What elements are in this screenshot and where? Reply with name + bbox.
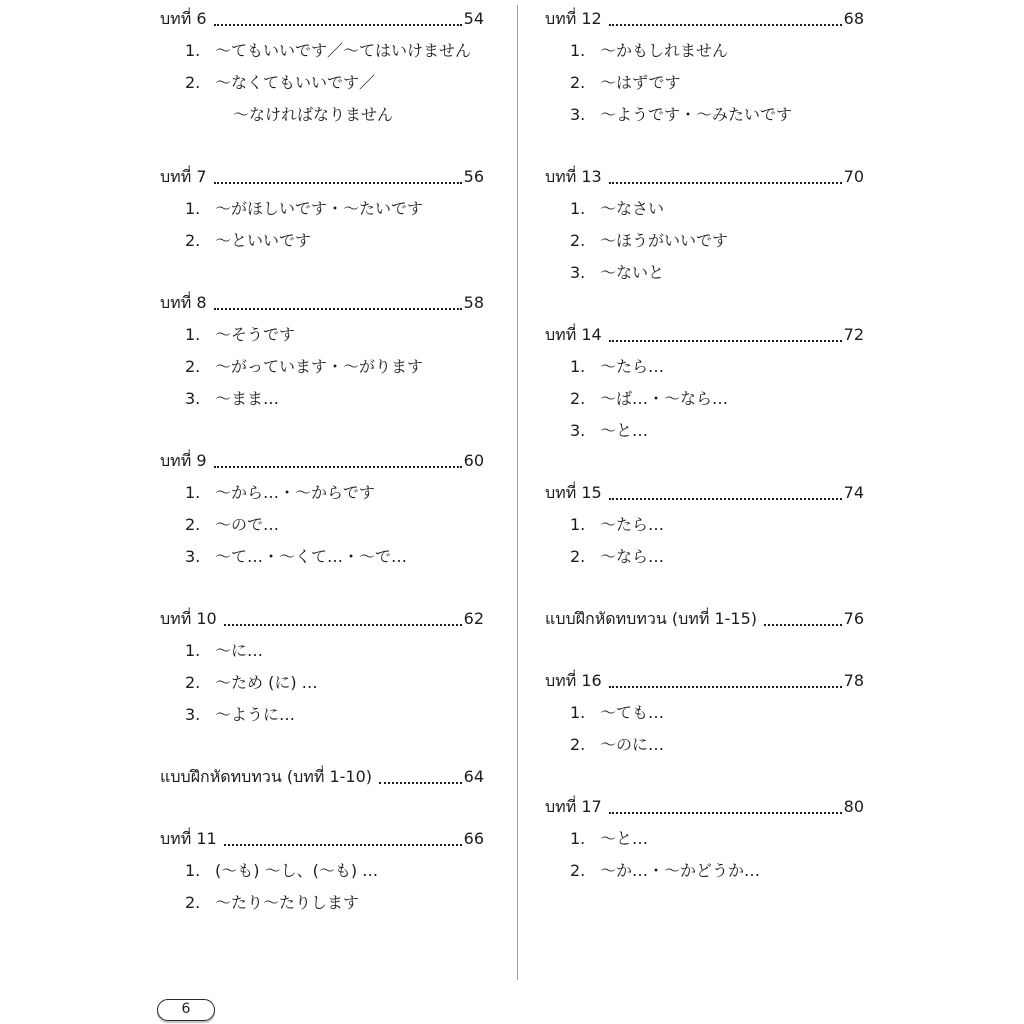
chapter-page-number: 76	[843, 609, 864, 628]
item-number: 3.	[570, 263, 586, 282]
item-text: ～と…	[600, 421, 649, 440]
grammar-item	[545, 351, 864, 383]
toc-section	[545, 3, 864, 131]
toc-section	[545, 477, 864, 573]
grammar-item	[160, 35, 484, 67]
item-text: ～のに…	[600, 735, 665, 754]
chapter-title: บทที่ 6	[160, 9, 207, 28]
chapter-title: บทที่ 12	[545, 9, 602, 28]
toc-section	[545, 791, 864, 887]
item-number: 2.	[570, 547, 586, 566]
grammar-item	[545, 541, 864, 573]
grammar-item	[545, 509, 864, 541]
toc-entry-heading	[160, 445, 484, 477]
chapter-page-number: 72	[843, 325, 864, 344]
toc-section	[160, 761, 484, 793]
item-text: ～と…	[600, 829, 649, 848]
toc-entry-heading	[160, 3, 484, 35]
grammar-item-continuation	[160, 99, 484, 131]
dot-leader	[609, 182, 842, 184]
item-text: ～なさい	[600, 199, 665, 218]
toc-entry-heading	[545, 665, 864, 697]
item-number: 1.	[570, 829, 586, 848]
toc-entry-heading	[160, 761, 484, 793]
dot-leader	[224, 624, 462, 626]
chapter-title: บทที่ 10	[160, 609, 217, 628]
toc-entry-heading	[545, 477, 864, 509]
chapter-page-number: 66	[463, 829, 484, 848]
grammar-item	[160, 319, 484, 351]
grammar-item	[545, 67, 864, 99]
toc-entry-heading	[160, 161, 484, 193]
item-number: 3.	[185, 389, 201, 408]
item-text: ～ないと	[600, 263, 665, 282]
item-number: 2.	[570, 389, 586, 408]
toc-entry-heading	[545, 319, 864, 351]
toc-entry-heading	[545, 791, 864, 823]
grammar-item	[545, 257, 864, 289]
grammar-item	[160, 477, 484, 509]
page-number: 6	[181, 1001, 191, 1017]
item-text: (～も) ～し、(～も) …	[215, 861, 379, 880]
grammar-item	[545, 383, 864, 415]
item-text: ～なら…	[600, 547, 665, 566]
toc-entry-heading	[545, 603, 864, 635]
toc-entry-heading	[160, 287, 484, 319]
grammar-item	[545, 225, 864, 257]
toc-section	[545, 161, 864, 289]
grammar-item	[160, 667, 484, 699]
dot-leader	[609, 498, 842, 500]
item-number: 1.	[570, 515, 586, 534]
item-number: 3.	[570, 105, 586, 124]
grammar-item	[160, 635, 484, 667]
item-number: 1.	[570, 41, 586, 60]
dot-leader	[379, 782, 462, 784]
item-text: ～そうです	[215, 325, 296, 344]
item-number: 3.	[185, 705, 201, 724]
dot-leader	[609, 24, 842, 26]
toc-entry-heading	[160, 603, 484, 635]
item-number: 1.	[185, 641, 201, 660]
item-text: ～ても…	[600, 703, 665, 722]
item-number: 1.	[570, 199, 586, 218]
dot-leader	[214, 466, 462, 468]
grammar-item	[545, 415, 864, 447]
chapter-page-number: 58	[463, 293, 484, 312]
item-number: 2.	[185, 673, 201, 692]
item-text: ～たら…	[600, 515, 665, 534]
chapter-title: บทที่ 13	[545, 167, 602, 186]
page-number-badge	[157, 999, 215, 1021]
dot-leader	[609, 686, 842, 688]
item-text: ～て…・～くて…・～で…	[215, 547, 408, 566]
chapter-title: บทที่ 15	[545, 483, 602, 502]
item-number: 2.	[570, 231, 586, 250]
item-text: ～がっています・～がります	[215, 357, 424, 376]
item-number: 1.	[185, 325, 201, 344]
grammar-item	[160, 193, 484, 225]
toc-section	[160, 161, 484, 257]
item-text: ～なければなりません	[233, 105, 394, 124]
item-text: ～から…・～からです	[215, 483, 375, 502]
chapter-page-number: 56	[463, 167, 484, 186]
item-text: ～はずです	[600, 73, 681, 92]
chapter-title: บทที่ 9	[160, 451, 207, 470]
chapter-page-number: 62	[463, 609, 484, 628]
item-text: ～ので…	[215, 515, 280, 534]
grammar-item	[545, 823, 864, 855]
item-text: ～ほうがいいです	[600, 231, 729, 250]
dot-leader	[214, 308, 462, 310]
chapter-page-number: 64	[463, 767, 484, 786]
item-number: 1.	[185, 483, 201, 502]
grammar-item	[545, 855, 864, 887]
chapter-title: บทที่ 16	[545, 671, 602, 690]
toc-section	[160, 287, 484, 415]
chapter-title: บทที่ 14	[545, 325, 602, 344]
item-text: ～か…・～かどうか…	[600, 861, 761, 880]
item-text: ～てもいいです／～てはいけません	[215, 41, 472, 60]
item-text: ～まま…	[215, 389, 280, 408]
item-number: 1.	[185, 861, 201, 880]
item-text: ～がほしいです・～たいです	[215, 199, 424, 218]
item-number: 2.	[570, 861, 586, 880]
grammar-item	[545, 729, 864, 761]
item-number: 3.	[570, 421, 586, 440]
item-number: 2.	[570, 735, 586, 754]
grammar-item	[160, 351, 484, 383]
chapter-page-number: 74	[843, 483, 864, 502]
item-number: 2.	[185, 357, 201, 376]
item-number: 2.	[185, 515, 201, 534]
item-number: 2.	[185, 231, 201, 250]
toc-section	[545, 603, 864, 635]
dot-leader	[224, 844, 462, 846]
grammar-item	[160, 67, 484, 99]
toc-section	[160, 603, 484, 731]
item-number: 1.	[570, 357, 586, 376]
grammar-item	[545, 193, 864, 225]
grammar-item	[160, 541, 484, 573]
item-number: 3.	[185, 547, 201, 566]
toc-column-left	[160, 3, 484, 949]
grammar-item	[160, 383, 484, 415]
dot-leader	[214, 24, 462, 26]
item-number: 1.	[570, 703, 586, 722]
toc-entry-heading	[545, 3, 864, 35]
dot-leader	[609, 340, 842, 342]
item-text: ～ば…・～なら…	[600, 389, 729, 408]
item-number: 2.	[185, 73, 201, 92]
chapter-title: บทที่ 8	[160, 293, 207, 312]
grammar-item	[160, 509, 484, 541]
item-text: ～なくてもいいです／	[215, 73, 376, 92]
dot-leader	[609, 812, 842, 814]
chapter-page-number: 60	[463, 451, 484, 470]
toc-section	[160, 823, 484, 919]
grammar-item	[160, 225, 484, 257]
chapter-title: แบบฝึกหัดทบทวน (บทที่ 1-15)	[545, 609, 758, 628]
item-text: ～といいです	[215, 231, 312, 250]
item-number: 1.	[185, 41, 201, 60]
grammar-item	[160, 855, 484, 887]
grammar-item	[545, 99, 864, 131]
chapter-page-number: 54	[463, 9, 484, 28]
grammar-item	[545, 35, 864, 67]
grammar-item	[545, 697, 864, 729]
toc-section	[545, 319, 864, 447]
item-number: 1.	[185, 199, 201, 218]
chapter-page-number: 68	[843, 9, 864, 28]
toc-column-right	[545, 3, 864, 917]
item-text: ～かもしれません	[600, 41, 729, 60]
toc-section	[160, 445, 484, 573]
dot-leader	[214, 182, 462, 184]
grammar-item	[160, 887, 484, 919]
chapter-title: บทที่ 17	[545, 797, 602, 816]
column-divider	[517, 5, 518, 980]
grammar-item	[160, 699, 484, 731]
toc-entry-heading	[160, 823, 484, 855]
item-text: ～に…	[215, 641, 264, 660]
item-text: ～ため (に) …	[215, 673, 318, 692]
dot-leader	[764, 624, 842, 626]
toc-entry-heading	[545, 161, 864, 193]
chapter-title: แบบฝึกหัดทบทวน (บทที่ 1-10)	[160, 767, 373, 786]
chapter-page-number: 80	[843, 797, 864, 816]
chapter-page-number: 70	[843, 167, 864, 186]
item-text: ～たり～たりします	[215, 893, 360, 912]
chapter-title: บทที่ 11	[160, 829, 217, 848]
item-text: ～ようです・～みたいです	[600, 105, 793, 124]
chapter-page-number: 78	[843, 671, 864, 690]
toc-section	[160, 3, 484, 131]
item-text: ～たら…	[600, 357, 665, 376]
item-number: 2.	[185, 893, 201, 912]
item-number: 2.	[570, 73, 586, 92]
chapter-title: บทที่ 7	[160, 167, 207, 186]
toc-section	[545, 665, 864, 761]
item-text: ～ように…	[215, 705, 296, 724]
